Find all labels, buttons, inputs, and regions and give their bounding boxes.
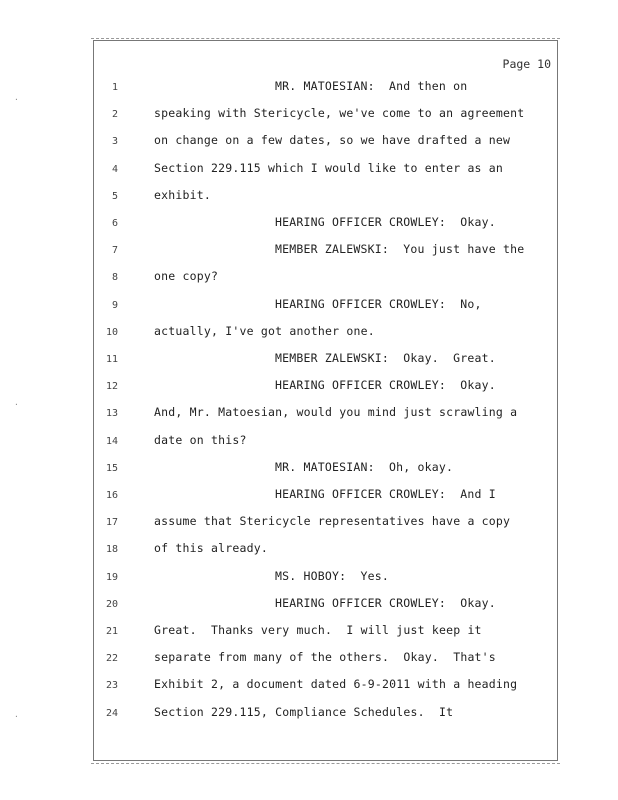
line-number: 18 <box>105 544 118 556</box>
line-text: one copy? <box>154 269 219 284</box>
line-text: MR. MATOESIAN: And then on <box>275 79 468 93</box>
line-text: HEARING OFFICER CROWLEY: Okay. <box>275 215 496 229</box>
line-number: 14 <box>105 435 118 447</box>
line-text: Great. Thanks very much. I will just keep it <box>154 623 482 637</box>
transcript-line <box>94 242 559 262</box>
line-number: 9 <box>111 299 118 311</box>
transcript-line <box>94 161 559 181</box>
scan-mark: · <box>14 95 19 104</box>
line-number: 12 <box>105 381 118 393</box>
line-number: 6 <box>111 218 118 229</box>
line-number: 17 <box>105 517 118 529</box>
line-text: MEMBER ZALEWSKI: Okay. Great. <box>275 351 496 365</box>
transcript-line <box>94 677 559 697</box>
transcript-line <box>94 106 559 126</box>
transcript-line <box>94 650 559 670</box>
line-number: 23 <box>105 680 118 692</box>
line-text: And, Mr. Matoesian, would you mind just scrawling a <box>154 405 518 420</box>
line-number: 22 <box>105 653 118 665</box>
line-number: 4 <box>111 163 118 175</box>
transcript-line <box>94 269 559 289</box>
line-text: speaking with Stericycle, we've come to an agreement <box>154 106 525 121</box>
line-text: HEARING OFFICER CROWLEY: And I <box>275 487 496 501</box>
line-number: 2 <box>111 109 118 121</box>
line-text: MEMBER ZALEWSKI: You just have the <box>275 242 525 257</box>
line-number: 15 <box>105 462 118 474</box>
transcript-line <box>94 487 559 507</box>
transcript-line <box>94 378 559 398</box>
line-text: date on this? <box>154 432 247 447</box>
page-number: Page 10 <box>502 57 551 71</box>
transcript-page <box>93 40 558 761</box>
line-number: 7 <box>111 245 118 257</box>
line-text: Section 229.115 which I would like to enter as an <box>154 160 504 175</box>
scan-mark: · <box>14 400 19 409</box>
transcript-line <box>94 324 559 344</box>
transcript-line <box>94 79 559 99</box>
line-number: 19 <box>105 571 118 583</box>
transcript-line <box>94 705 559 725</box>
line-number: 8 <box>111 272 118 284</box>
line-number: 11 <box>105 354 118 365</box>
transcript-line <box>94 596 559 616</box>
line-text: Section 229.115, Compliance Schedules. It <box>154 704 454 719</box>
line-text: actually, I've got another one. <box>154 323 375 338</box>
transcript-line <box>94 215 559 235</box>
line-text: MS. HOBOY: Yes. <box>275 568 389 583</box>
transcript-line <box>94 623 559 643</box>
line-text: assume that Stericycle representatives have a copy <box>154 514 511 529</box>
transcript-line <box>94 433 559 453</box>
line-number: 1 <box>111 82 118 93</box>
transcript-line <box>94 541 559 561</box>
line-text: HEARING OFFICER CROWLEY: Okay. <box>275 595 496 610</box>
line-number: 20 <box>105 598 118 610</box>
line-number: 16 <box>105 490 118 501</box>
line-number: 10 <box>105 326 118 338</box>
line-number: 5 <box>111 190 118 202</box>
line-number: 13 <box>105 408 118 420</box>
line-number: 24 <box>105 707 118 719</box>
transcript-line <box>94 569 559 589</box>
line-text: on change on a few dates, so we have drafted a new <box>154 133 511 148</box>
line-text: HEARING OFFICER CROWLEY: Okay. <box>275 378 496 393</box>
line-number: 21 <box>105 626 118 637</box>
transcript-line <box>94 351 559 371</box>
line-text: HEARING OFFICER CROWLEY: No, <box>275 296 482 311</box>
transcript-line <box>94 297 559 317</box>
transcript-line <box>94 514 559 534</box>
line-text: exhibit. <box>154 187 211 202</box>
transcript-line <box>94 188 559 208</box>
line-text: Exhibit 2, a document dated 6-9-2011 with a heading <box>154 677 518 692</box>
line-text: MR. MATOESIAN: Oh, okay. <box>275 459 454 474</box>
scan-mark: · <box>14 712 19 721</box>
line-text: of this already. <box>154 541 268 556</box>
transcript-line <box>94 460 559 480</box>
transcript-line <box>94 133 559 153</box>
transcript-line <box>94 405 559 425</box>
line-text: separate from many of the others. Okay. That's <box>154 650 496 665</box>
line-number: 3 <box>111 136 118 148</box>
